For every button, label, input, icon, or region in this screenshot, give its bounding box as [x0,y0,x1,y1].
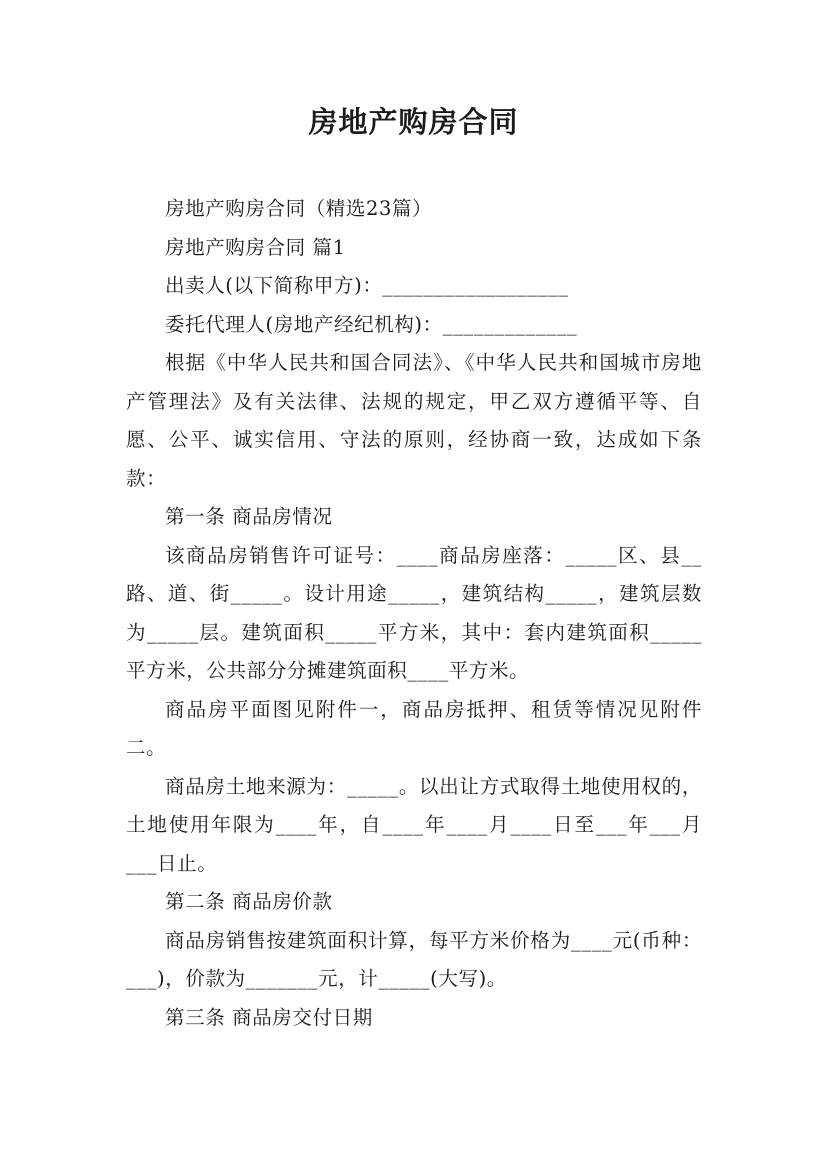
paragraph-article-1-attachments: 商品房平面图见附件一，商品房抵押、租赁等情况见附件二。 [126,697,702,759]
paragraph-article-2-price: 商品房销售按建筑面积计算，每平方米价格为____元(币种：___)，价款为_______元，计_____(大写)。 [126,928,702,990]
paragraph-agent: 委托代理人(房地产经纪机构)：_____________ [165,312,578,336]
paragraph-section-heading: 房地产购房合同 篇1 [165,235,346,259]
document-title: 房地产购房合同 [308,105,519,139]
paragraph-article-3-heading: 第三条 商品房交付日期 [165,1005,373,1029]
document-body [126,190,702,1037]
paragraph-article-1-land: 商品房土地来源为：_____。以出让方式取得土地使用权的，土地使用年限为____年，自____年____月____日至___年___月___日止。 [126,774,702,875]
paragraph-seller: 出卖人(以下简称甲方)：__________________ [165,274,569,297]
paragraph-article-1-details: 该商品房销售许可证号：____商品房座落：_____区、县__路、道、街_____。设计用途_____，建筑结构_____，建筑层数为_____层。建筑面积_____平方米，其中：套内建筑面积_____平方米，公共部分分摊建筑面积____平方米。 [126,543,702,682]
paragraph-subtitle: 房地产购房合同（精选23篇） [165,197,433,220]
paragraph-article-2-heading: 第二条 商品房价款 [165,890,333,913]
paragraph-preamble: 根据《中华人民共和国合同法》、《中华人民共和国城市房地产管理法》及有关法律、法规的规定，甲乙双方遵循平等、自愿、公平、诚实信用、守法的原则，经协商一致，达成如下条款： [126,351,702,490]
paragraph-article-1-heading: 第一条 商品房情况 [165,505,333,528]
